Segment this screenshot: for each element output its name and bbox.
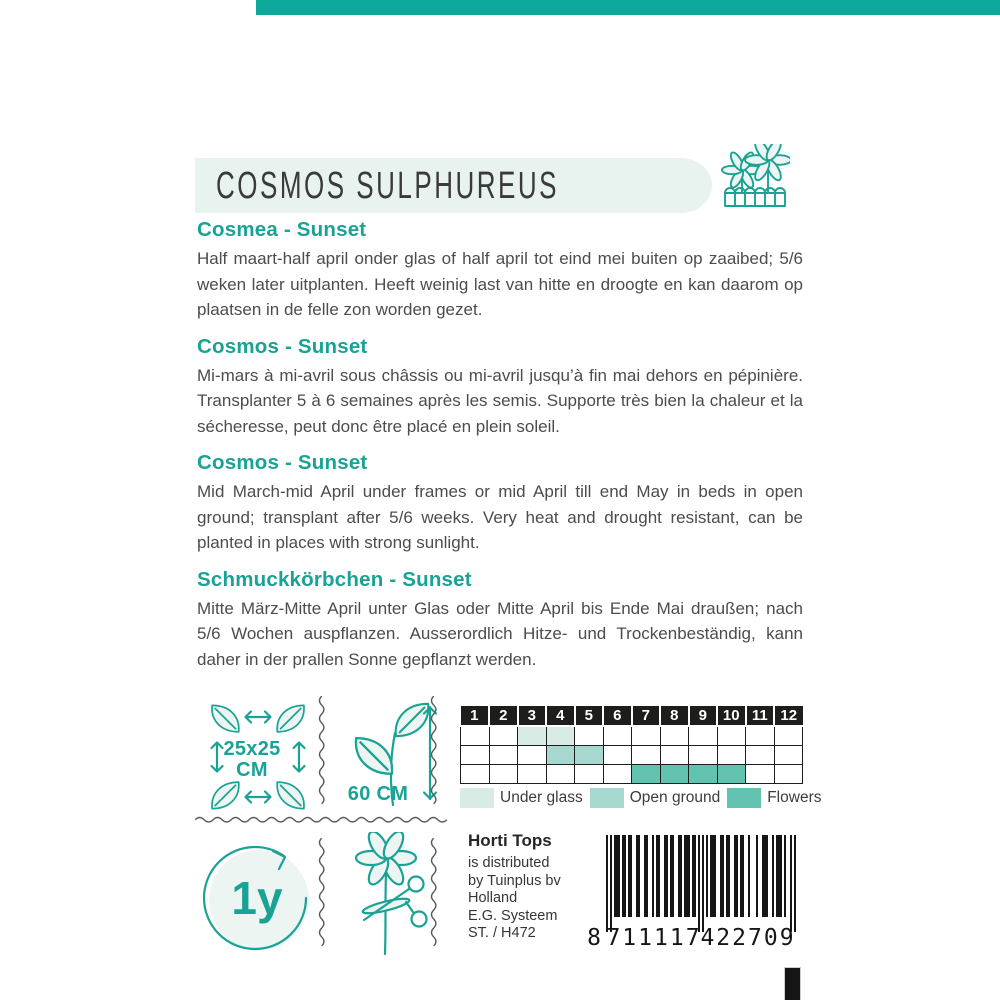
barcode-lead-digit: 8 xyxy=(587,925,603,949)
section-body-de: Mitte März-Mitte April unter Glas oder Mitte April bis Ende Mai draußen; nach 5/6 Wochen auspflanzen. Ausserordlich Hitze- und Trockenbeständig, kann daher in der prallen Sonne gepflanzt werden. xyxy=(197,598,803,669)
divider-wave xyxy=(318,838,325,954)
ean13-barcode xyxy=(586,833,798,954)
section-heading-nl: Cosmea - Sunset xyxy=(197,218,367,241)
legend-label-open-ground: Open ground xyxy=(629,788,721,806)
divider-wave xyxy=(430,696,437,808)
print-registration-mark xyxy=(785,968,800,1000)
distributor-line: is distributed xyxy=(468,855,550,871)
page-title: COSMOS SULPHUREUS xyxy=(216,163,559,207)
section-body-fr: Mi-mars à mi-avril sous châssis ou mi-avril jusqu’à fin mai dehors en pépinière. Transplanter 5 à 6 semaines après les semis. Supporte très bien la chaleur et la sécheresse, peut donc être placé en plein soleil. xyxy=(197,365,803,436)
description-sections xyxy=(197,218,803,684)
section-heading-fr: Cosmos - Sunset xyxy=(197,334,368,358)
section-body-nl: Half maart-half april onder glas of half april tot eind mei buiten op zaaibed; 5/6 weken later uitplanten. Heeft weinig last van hitte en droogte en kan daarom op plaatsen in de felle zon worden gezet. xyxy=(197,249,803,319)
annual-label: 1y xyxy=(231,872,283,924)
section-heading-en: Cosmos - Sunset xyxy=(197,451,368,474)
distributor-info xyxy=(468,831,588,943)
divider-wave xyxy=(318,696,325,808)
distributor-name: Horti Tops xyxy=(468,831,552,850)
distributor-line: Holland xyxy=(468,890,518,906)
barcode-left-digits: 711117 xyxy=(606,925,702,949)
legend-swatch-flowers xyxy=(727,788,761,808)
barcode-right-digits: 422709 xyxy=(700,925,796,949)
sowing-calendar xyxy=(460,704,822,808)
flower-tray-icon xyxy=(720,144,790,219)
legend-label-under-glass: Under glass xyxy=(500,788,583,806)
spacing-value: 25x25 xyxy=(223,738,281,760)
height-label: 60 CM xyxy=(347,783,409,805)
calendar-legend xyxy=(460,788,822,808)
section-body-en: Mid March-mid April under frames or mid April till end May in beds in open ground; transplant after 5/6 weeks. Very heat and drought resistant, can be planted in places with strong sunlight. xyxy=(197,482,803,552)
title-banner xyxy=(195,158,712,213)
divider-wave xyxy=(195,816,455,823)
legend-swatch-open-ground xyxy=(590,788,624,808)
distributor-line: E.G. Systeem xyxy=(468,907,558,924)
spacing-label xyxy=(206,739,298,781)
legend-swatch-under-glass xyxy=(460,788,494,808)
sowing-calendar-grid: 1 2 3 4 5 6 7 8 9 10 11 12 xyxy=(460,704,803,784)
legend-label-flowers: Flowers xyxy=(767,788,822,806)
distributor-line: ST. / H472 xyxy=(468,925,536,941)
divider-wave xyxy=(430,838,437,954)
section-heading-de: Schmuckkörbchen - Sunset xyxy=(197,567,472,591)
distributor-line: by Tuinplus bv xyxy=(468,872,561,889)
top-color-bar xyxy=(256,0,1000,15)
spacing-unit: CM xyxy=(236,759,268,781)
cut-flower-scissors-icon xyxy=(344,832,440,963)
